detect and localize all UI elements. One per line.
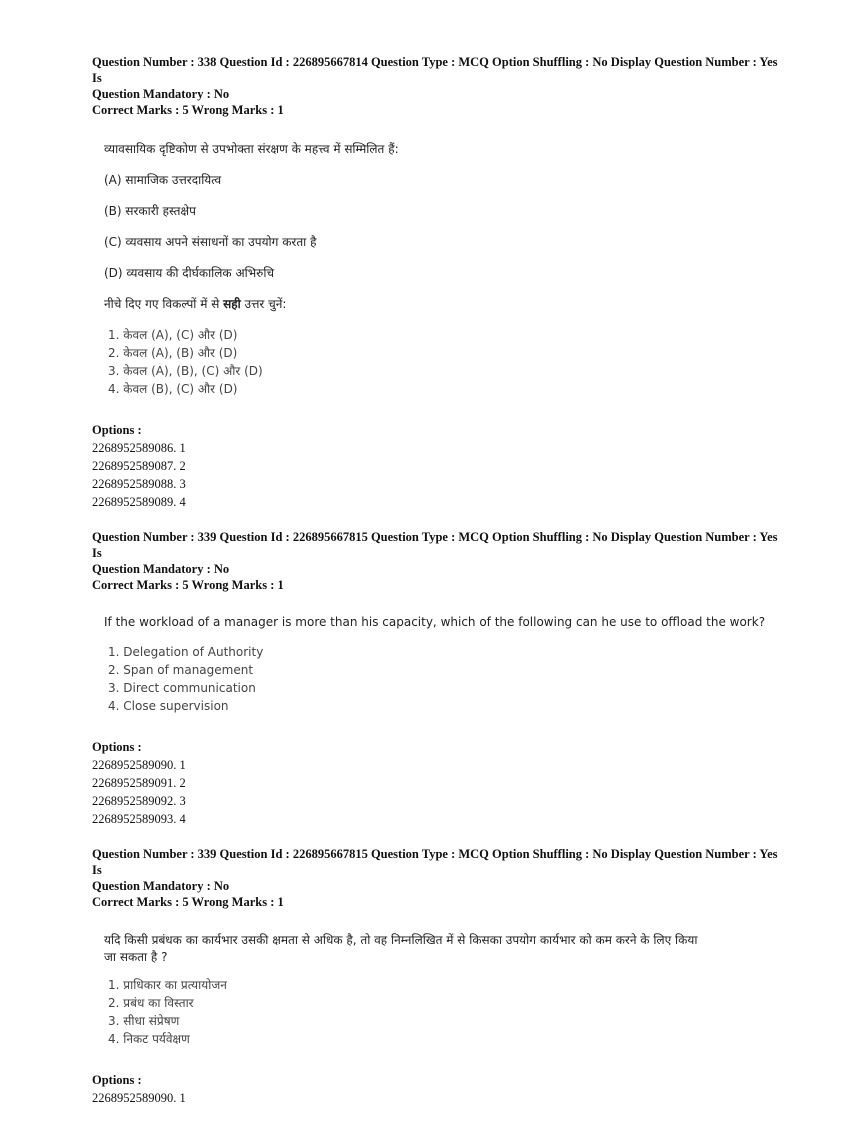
choice-item: 3. केवल (A), (B), (C) और (D) bbox=[108, 364, 263, 378]
option-id: 2268952589088. 3 bbox=[92, 477, 186, 491]
choice-item: 3. Direct communication bbox=[108, 681, 256, 695]
question-text-line: जा सकता है ? bbox=[104, 950, 168, 964]
instruction-bold: सही bbox=[223, 297, 241, 311]
option-id: 2268952589092. 3 bbox=[92, 794, 186, 808]
instruction-text: उत्तर चुनें: bbox=[240, 297, 287, 311]
choice-list bbox=[108, 326, 782, 398]
instruction-text: नीचे दिए गए विकल्पों में से bbox=[104, 297, 224, 311]
meta-line: Correct Marks : 5 Wrong Marks : 1 bbox=[92, 578, 284, 592]
question-text: व्यावसायिक दृष्टिकोण से उपभोक्ता संरक्षण के महत्त्व में सम्मिलित हैं: bbox=[104, 142, 399, 156]
statement: (A) सामाजिक उत्तरदायित्व bbox=[104, 173, 222, 187]
question-text bbox=[104, 932, 782, 966]
question-body bbox=[104, 932, 782, 1048]
option-id: 2268952589091. 2 bbox=[92, 776, 186, 790]
question-meta bbox=[92, 54, 782, 118]
choice-item: 3. सीधा संप्रेषण bbox=[108, 1014, 180, 1028]
options-label: Options : bbox=[92, 740, 142, 754]
statement: (D) व्यवसाय की दीर्घकालिक अभिरुचि bbox=[104, 266, 275, 280]
options-label: Options : bbox=[92, 423, 142, 437]
question-block bbox=[92, 529, 782, 828]
option-id: 2268952589090. 1 bbox=[92, 1091, 186, 1105]
meta-line: Question Mandatory : No bbox=[92, 87, 230, 101]
options-section bbox=[92, 1072, 782, 1107]
option-id: 2268952589093. 4 bbox=[92, 812, 186, 826]
statement: (C) व्यवसाय अपने संसाधनों का उपयोग करता है bbox=[104, 235, 317, 249]
choice-item: 4. निकट पर्यवेक्षण bbox=[108, 1032, 190, 1046]
document-page bbox=[92, 54, 782, 1125]
options-section bbox=[92, 739, 782, 828]
option-id: 2268952589090. 1 bbox=[92, 758, 186, 772]
choice-list bbox=[108, 643, 782, 715]
meta-line: Question Mandatory : No bbox=[92, 562, 230, 576]
question-body bbox=[104, 140, 782, 398]
question-meta bbox=[92, 846, 782, 910]
statement: (B) सरकारी हस्तक्षेप bbox=[104, 204, 196, 218]
question-meta bbox=[92, 529, 782, 593]
choice-item: 2. Span of management bbox=[108, 663, 254, 677]
option-id: 2268952589086. 1 bbox=[92, 441, 186, 455]
option-id: 2268952589087. 2 bbox=[92, 459, 186, 473]
choice-item: 1. केवल (A), (C) और (D) bbox=[108, 328, 238, 342]
choice-list bbox=[108, 976, 782, 1048]
meta-line: Question Number : 339 Question Id : 226895667815 Question Type : MCQ Option Shuffling : No Display Question Number : Yes Is bbox=[92, 847, 778, 877]
question-block bbox=[92, 846, 782, 1107]
options-section bbox=[92, 422, 782, 511]
meta-line: Question Mandatory : No bbox=[92, 879, 230, 893]
choice-item: 1. Delegation of Authority bbox=[108, 645, 264, 659]
meta-line: Question Number : 338 Question Id : 226895667814 Question Type : MCQ Option Shuffling : No Display Question Number : Yes Is bbox=[92, 55, 778, 85]
question-text: If the workload of a manager is more than his capacity, which of the following can he use to offload the work? bbox=[104, 615, 766, 629]
choice-item: 2. प्रबंध का विस्तार bbox=[108, 996, 194, 1010]
choice-item: 1. प्राधिकार का प्रत्यायोजन bbox=[108, 978, 227, 992]
choice-item: 4. Close supervision bbox=[108, 699, 229, 713]
question-block bbox=[92, 54, 782, 511]
question-text-line: यदि किसी प्रबंधक का कार्यभार उसकी क्षमता से अधिक है, तो वह निम्नलिखित में से किसका उपयोग कार्यभार को कम करने के लिए किया bbox=[104, 933, 698, 947]
option-id: 2268952589089. 4 bbox=[92, 495, 186, 509]
choice-item: 2. केवल (A), (B) और (D) bbox=[108, 346, 238, 360]
meta-line: Correct Marks : 5 Wrong Marks : 1 bbox=[92, 895, 284, 909]
question-body bbox=[104, 615, 782, 715]
choice-item: 4. केवल (B), (C) और (D) bbox=[108, 382, 238, 396]
options-label: Options : bbox=[92, 1073, 142, 1087]
instruction bbox=[104, 295, 782, 312]
meta-line: Correct Marks : 5 Wrong Marks : 1 bbox=[92, 103, 284, 117]
meta-line: Question Number : 339 Question Id : 226895667815 Question Type : MCQ Option Shuffling : No Display Question Number : Yes Is bbox=[92, 530, 778, 560]
